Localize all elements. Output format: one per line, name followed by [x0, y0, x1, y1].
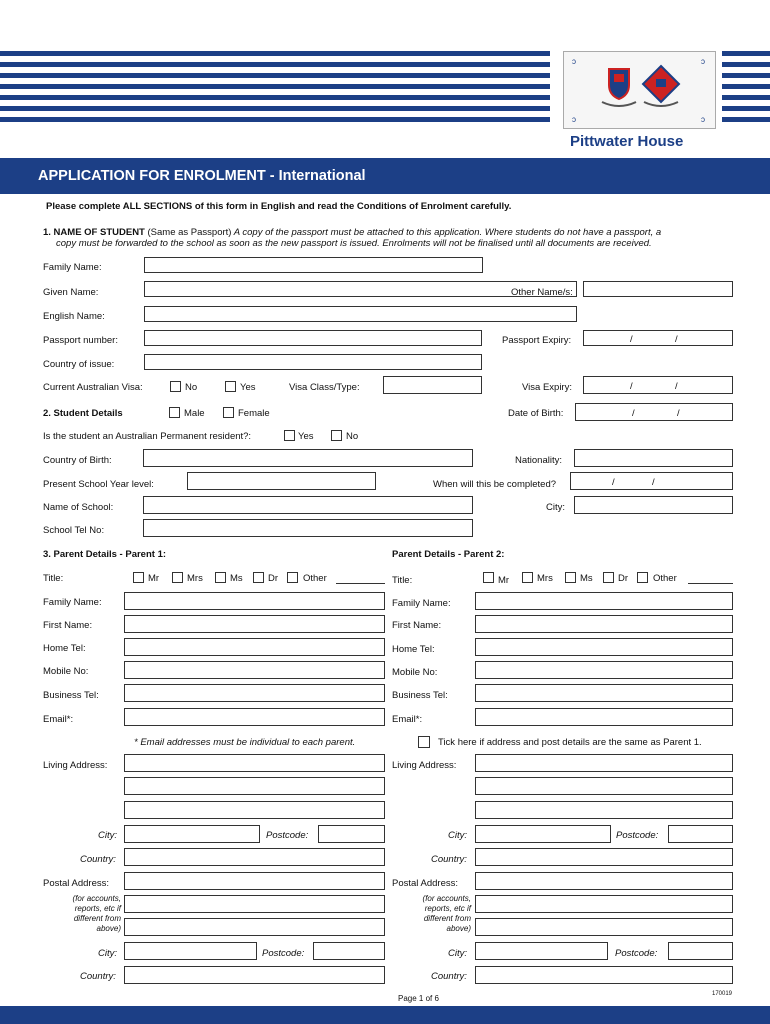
p1-postal-address-line2[interactable]	[124, 895, 385, 913]
visa-no-checkbox[interactable]	[170, 381, 181, 392]
p2-city-label: City:	[448, 830, 467, 841]
p1-other-line[interactable]	[336, 583, 385, 584]
p2-postal-city-label: City:	[448, 948, 467, 959]
p2-postal-note-line: different from	[423, 914, 471, 923]
dob-label: Date of Birth:	[508, 408, 564, 419]
parent2-heading: Parent Details - Parent 2:	[392, 549, 505, 560]
p2-postal-address-line3[interactable]	[475, 918, 733, 936]
section1-heading	[43, 227, 661, 238]
p2-mobile-input[interactable]	[475, 661, 733, 679]
pr-yes-label: Yes	[298, 431, 314, 442]
svg-text:ↄ: ↄ	[572, 57, 576, 66]
p1-dr-checkbox[interactable]	[253, 572, 264, 583]
svg-text:ↄ: ↄ	[572, 115, 576, 124]
p2-living-address-line1[interactable]	[475, 754, 733, 772]
p2-living-address-label: Living Address:	[392, 760, 457, 771]
p1-postcode-label: Postcode:	[266, 830, 309, 841]
p1-postal-address-line3[interactable]	[124, 918, 385, 936]
pr-yes-checkbox[interactable]	[284, 430, 295, 441]
p1-living-address-line2[interactable]	[124, 777, 385, 795]
visa-class-input[interactable]	[383, 376, 482, 394]
p2-postal-city-input[interactable]	[475, 942, 608, 960]
date-slash: /	[630, 334, 633, 345]
date-slash: /	[677, 408, 680, 419]
p2-postal-postcode-label: Postcode:	[615, 948, 658, 959]
section1-note-line1: A copy of the passport must be attached to this application. Where students do not have a passport, a	[231, 227, 662, 238]
p1-city-input[interactable]	[124, 825, 260, 843]
school-crest-logo	[563, 51, 716, 129]
school-tel-label: School Tel No:	[43, 525, 105, 536]
p2-country-label: Country:	[431, 854, 467, 865]
p1-dr-label: Dr	[268, 573, 279, 584]
date-slash: /	[652, 477, 655, 488]
pr-no-label: No	[346, 431, 359, 442]
p2-postal-postcode-input[interactable]	[668, 942, 733, 960]
p1-title-label: Title:	[43, 573, 64, 584]
passport-expiry-label: Passport Expiry:	[502, 335, 572, 346]
p2-first-name-input[interactable]	[475, 615, 733, 633]
p1-first-name-label: First Name:	[43, 620, 93, 631]
p2-city-input[interactable]	[475, 825, 611, 843]
p1-postal-address-label: Postal Address:	[43, 878, 110, 889]
school-tel-input[interactable]	[143, 519, 473, 537]
date-slash: /	[675, 381, 678, 392]
p2-business-tel-label: Business Tel:	[392, 690, 448, 701]
p1-postal-note-line: reports, etc if	[74, 904, 121, 913]
p1-other-label: Other	[303, 573, 327, 584]
p2-family-name-input[interactable]	[475, 592, 733, 610]
current-visa-label: Current Australian Visa:	[43, 382, 143, 393]
country-of-issue-input[interactable]	[144, 354, 482, 370]
date-slash: /	[630, 381, 633, 392]
p1-living-address-line1[interactable]	[124, 754, 385, 772]
p1-living-address-line3[interactable]	[124, 801, 385, 819]
p2-postal-address-line1[interactable]	[475, 872, 733, 890]
p1-home-tel-label: Home Tel:	[43, 643, 86, 654]
p1-postal-city-input[interactable]	[124, 942, 257, 960]
visa-expiry-input[interactable]	[583, 376, 733, 394]
year-level-label: Present School Year level:	[43, 479, 154, 490]
english-name-label: English Name:	[43, 311, 105, 322]
dob-input[interactable]	[575, 403, 733, 421]
family-name-label: Family Name:	[43, 262, 102, 273]
visa-yes-checkbox[interactable]	[225, 381, 236, 392]
p2-family-name-label: Family Name:	[392, 598, 451, 609]
nationality-input[interactable]	[574, 449, 733, 467]
date-slash: /	[612, 477, 615, 488]
passport-expiry-input[interactable]	[583, 330, 733, 346]
male-checkbox[interactable]	[169, 407, 180, 418]
same-address-checkbox[interactable]	[418, 736, 430, 748]
same-address-label: Tick here if address and post details are the same as Parent 1.	[438, 737, 702, 748]
section1-heading-paren: (Same as Passport)	[144, 227, 232, 238]
p1-home-tel-input[interactable]	[124, 638, 385, 656]
p1-mrs-checkbox[interactable]	[172, 572, 183, 583]
p2-postal-note-line: (for accounts,	[422, 894, 471, 903]
p2-email-label: Email*:	[392, 714, 423, 725]
p1-country-input[interactable]	[124, 848, 385, 866]
p1-other-checkbox[interactable]	[287, 572, 298, 583]
country-of-issue-label: Country of issue:	[43, 359, 115, 370]
p2-living-address-line3[interactable]	[475, 801, 733, 819]
p2-living-address-line2[interactable]	[475, 777, 733, 795]
p1-city-label: City:	[98, 830, 117, 841]
male-label: Male	[184, 408, 205, 419]
female-label: Female	[238, 408, 270, 419]
p1-postal-city-label: City:	[98, 948, 117, 959]
passport-number-input[interactable]	[144, 330, 482, 346]
section1-note-line2: copy must be forwarded to the school as soon as the new passport is issued. Enrolments will not be finalised until all documents are received.	[56, 238, 652, 249]
country-of-birth-input[interactable]	[143, 449, 473, 467]
p2-email-input[interactable]	[475, 708, 733, 726]
passport-number-label: Passport number:	[43, 335, 118, 346]
p1-postal-note-line: above)	[96, 924, 121, 933]
visa-class-label: Visa Class/Type:	[289, 382, 360, 393]
english-name-input[interactable]	[144, 306, 577, 322]
section1-heading-bold: 1. NAME OF STUDENT	[43, 227, 145, 238]
p2-mr-checkbox[interactable]	[483, 572, 494, 583]
p2-other-line[interactable]	[688, 583, 733, 584]
p1-email-input[interactable]	[124, 708, 385, 726]
school-name: Pittwater House	[570, 133, 684, 150]
other-names-input[interactable]	[583, 281, 733, 297]
p1-family-name-label: Family Name:	[43, 597, 102, 608]
p1-first-name-input[interactable]	[124, 615, 385, 633]
p2-mr-label: Mr	[498, 575, 510, 586]
p2-postal-note	[405, 894, 471, 934]
completed-label: When will this be completed?	[433, 479, 557, 490]
svg-text:ↄ: ↄ	[701, 115, 705, 124]
p2-mrs-checkbox[interactable]	[522, 572, 533, 583]
p2-ms-label: Ms	[580, 573, 593, 584]
family-name-input[interactable]	[144, 257, 483, 273]
p1-postal-note-line: (for accounts,	[72, 894, 121, 903]
p2-first-name-label: First Name:	[392, 620, 442, 631]
p2-ms-checkbox[interactable]	[565, 572, 576, 583]
p2-other-label: Other	[653, 573, 677, 584]
p2-postcode-input[interactable]	[668, 825, 733, 843]
p1-mr-checkbox[interactable]	[133, 572, 144, 583]
visa-expiry-label: Visa Expiry:	[522, 382, 572, 393]
p1-postal-address-line1[interactable]	[124, 872, 385, 890]
p2-home-tel-label: Home Tel:	[392, 644, 435, 655]
school-name-input[interactable]	[143, 496, 473, 514]
p1-postcode-input[interactable]	[318, 825, 385, 843]
p2-postal-address-line2[interactable]	[475, 895, 733, 913]
p1-business-tel-label: Business Tel:	[43, 690, 99, 701]
p2-mrs-label: Mrs	[537, 573, 553, 584]
school-name-label: Name of School:	[43, 502, 114, 513]
female-checkbox[interactable]	[223, 407, 234, 418]
p2-country-input[interactable]	[475, 848, 733, 866]
p1-ms-checkbox[interactable]	[215, 572, 226, 583]
p1-email-label: Email*:	[43, 714, 74, 725]
date-slash: /	[632, 408, 635, 419]
p2-home-tel-input[interactable]	[475, 638, 733, 656]
p2-dr-checkbox[interactable]	[603, 572, 614, 583]
pr-no-checkbox[interactable]	[331, 430, 342, 441]
p2-other-checkbox[interactable]	[637, 572, 648, 583]
p2-postal-note-line: reports, etc if	[424, 904, 471, 913]
p2-business-tel-input[interactable]	[475, 684, 733, 702]
visa-no-label: No	[185, 382, 198, 393]
other-names-label: Other Name/s:	[511, 287, 573, 298]
p2-postcode-label: Postcode:	[616, 830, 659, 841]
p2-postal-country-input[interactable]	[475, 966, 733, 984]
date-slash: /	[675, 334, 678, 345]
email-note: * Email addresses must be individual to each parent.	[134, 737, 356, 748]
parent1-heading: 3. Parent Details - Parent 1:	[43, 549, 167, 560]
instruction: Please complete ALL SECTIONS of this form in English and read the Conditions of Enrolment carefully.	[46, 201, 512, 212]
p1-living-address-label: Living Address:	[43, 760, 108, 771]
form-title: APPLICATION FOR ENROLMENT - International	[38, 168, 366, 184]
visa-yes-label: Yes	[240, 382, 256, 393]
svg-text:ↄ: ↄ	[701, 57, 705, 66]
p2-postal-note-line: above)	[446, 924, 471, 933]
school-city-input[interactable]	[574, 496, 733, 514]
p2-postal-address-label: Postal Address:	[392, 878, 459, 889]
p1-business-tel-input[interactable]	[124, 684, 385, 702]
p1-family-name-input[interactable]	[124, 592, 385, 610]
p1-postal-country-label: Country:	[80, 971, 116, 982]
form-code: 170019	[712, 991, 733, 997]
year-level-input[interactable]	[187, 472, 376, 490]
pr-question-label: Is the student an Australian Permanent resident?:	[43, 431, 252, 442]
p1-postal-country-input[interactable]	[124, 966, 385, 984]
footer-bar	[0, 1006, 770, 1024]
page-number: Page 1 of 6	[398, 994, 439, 1003]
p1-ms-label: Ms	[230, 573, 243, 584]
nationality-label: Nationality:	[515, 455, 562, 466]
p1-mobile-label: Mobile No:	[43, 666, 89, 677]
country-of-birth-label: Country of Birth:	[43, 455, 112, 466]
p2-title-label: Title:	[392, 575, 413, 586]
p2-mobile-label: Mobile No:	[392, 667, 438, 678]
p1-postal-postcode-label: Postcode:	[262, 948, 305, 959]
given-name-label: Given Name:	[43, 287, 99, 298]
p1-mrs-label: Mrs	[187, 573, 203, 584]
p2-postal-country-label: Country:	[431, 971, 467, 982]
school-city-label: City:	[546, 502, 565, 513]
p1-mobile-input[interactable]	[124, 661, 385, 679]
p1-postal-postcode-input[interactable]	[313, 942, 385, 960]
section2-heading: 2. Student Details	[43, 408, 123, 419]
p1-country-label: Country:	[80, 854, 116, 865]
p1-postal-note-line: different from	[73, 914, 121, 923]
p2-dr-label: Dr	[618, 573, 629, 584]
p1-postal-note	[55, 894, 121, 934]
p1-mr-label: Mr	[148, 573, 160, 584]
